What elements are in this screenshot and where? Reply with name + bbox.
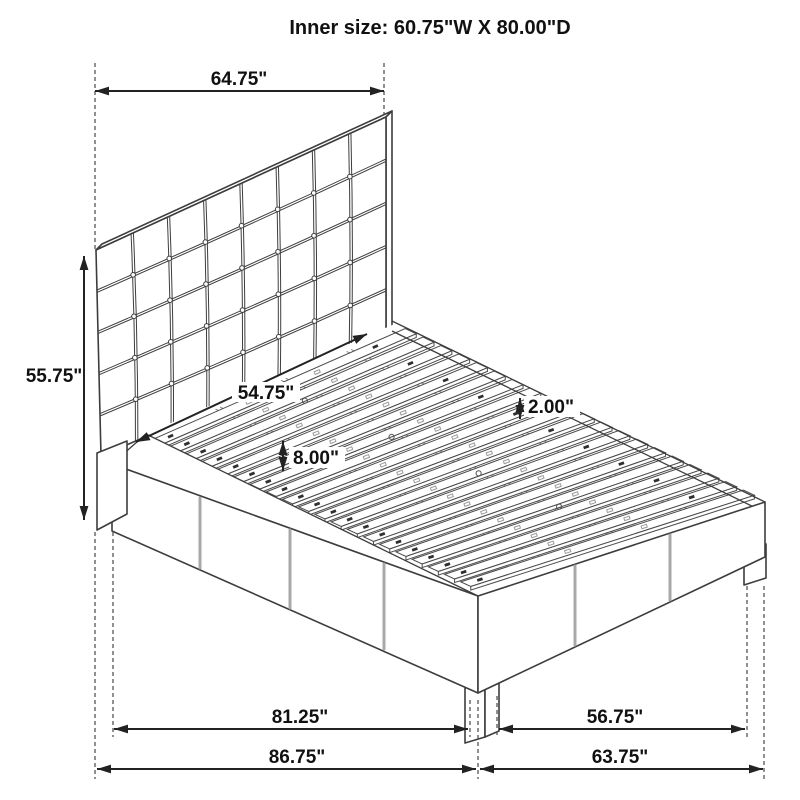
- dim-headboard-width-label: 64.75": [210, 69, 268, 90]
- dim-headboard-height-label: 55.75": [25, 366, 83, 387]
- tuft-button: [205, 366, 210, 371]
- tuft-button: [312, 319, 317, 324]
- dim-foot-inner-width: [499, 707, 745, 729]
- tuft-button: [276, 292, 281, 297]
- tuft-button: [239, 223, 244, 228]
- dim-slat-thickness-label: 2.00": [528, 397, 574, 418]
- tuft-button: [240, 308, 245, 313]
- tuft-button: [275, 207, 280, 212]
- tuft-button: [168, 340, 173, 345]
- page-title: Inner size: 60.75"W X 80.00"D: [289, 17, 571, 39]
- dim-total-length-label: 86.75": [268, 747, 326, 768]
- bed-drawing: [96, 111, 766, 743]
- tuft-button: [241, 350, 246, 355]
- tuft-button: [204, 282, 209, 287]
- tuft-button: [169, 381, 174, 386]
- dim-rail-length-label: 81.25": [271, 707, 329, 728]
- tuft-button: [312, 276, 317, 281]
- dim-foot-inner-width-label: 56.75": [586, 707, 644, 728]
- dim-total-length: [97, 747, 476, 769]
- headboard-side-face: [386, 111, 392, 333]
- dim-headboard-width: [95, 69, 384, 91]
- headboard-left-leg: [97, 441, 127, 530]
- tuft-button: [312, 233, 317, 238]
- dim-total-width: [480, 747, 763, 769]
- tuft-button: [203, 240, 208, 245]
- dim-inner-width-label: 54.75": [237, 383, 295, 404]
- tuft-button: [348, 174, 353, 179]
- tuft-button: [133, 355, 138, 360]
- tuft-button: [240, 266, 245, 271]
- dim-rail-length: [114, 707, 468, 729]
- tuft-button: [348, 303, 353, 308]
- tuft-button: [132, 314, 137, 319]
- dim-slat-height-label: 8.00": [293, 448, 339, 469]
- dim-slat-thickness: [520, 396, 580, 419]
- tuft-button: [276, 249, 281, 254]
- tuft-button: [168, 298, 173, 303]
- tuft-button: [348, 260, 353, 265]
- tuft-button: [133, 397, 138, 402]
- dim-total-width-label: 63.75": [591, 747, 649, 768]
- tuft-button: [167, 256, 172, 261]
- tuft-button: [204, 324, 209, 329]
- tuft-button: [348, 217, 353, 222]
- tuft-button: [311, 191, 316, 196]
- tuft-button: [131, 273, 136, 278]
- dim-headboard-height: [26, 256, 84, 520]
- tuft-button: [276, 334, 281, 339]
